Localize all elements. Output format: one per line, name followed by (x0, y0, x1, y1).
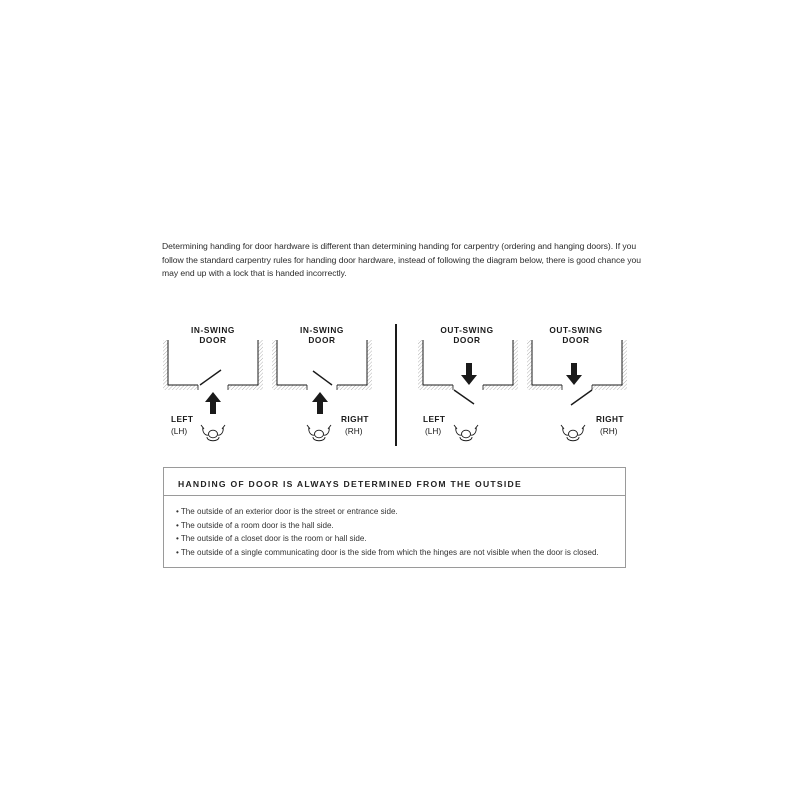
door-leaf (571, 390, 592, 405)
rule-item: • The outside of an exterior door is the street or entrance side. (176, 505, 599, 519)
side-label: RIGHT (596, 414, 624, 424)
handing-rules-box (163, 467, 626, 568)
arrow-up-icon (312, 392, 328, 414)
side-label: LEFT (423, 414, 446, 424)
diagram-in-swing-right (272, 325, 372, 441)
person-icon (201, 425, 225, 441)
door-leaf (313, 371, 332, 385)
side-abbr: (LH) (171, 426, 188, 436)
side-abbr: (RH) (600, 426, 618, 436)
side-abbr: (RH) (345, 426, 363, 436)
rule-item: • The outside of a room door is the hall side. (176, 519, 599, 533)
diagram-title-line2: DOOR (308, 335, 336, 345)
side-label: LEFT (171, 414, 194, 424)
diagram-out-swing-left (418, 325, 518, 441)
diagram-title-line1: OUT-SWING (549, 325, 603, 335)
diagram-title-line1: IN-SWING (300, 325, 344, 335)
rule-item: • The outside of a closet door is the room or hall side. (176, 532, 599, 546)
arrow-down-icon (566, 363, 582, 385)
person-icon (454, 425, 478, 441)
side-label: RIGHT (341, 414, 369, 424)
diagram-title-line1: IN-SWING (191, 325, 235, 335)
person-icon (561, 425, 585, 441)
wall-plan (163, 340, 263, 390)
diagram-title-line1: OUT-SWING (440, 325, 494, 335)
diagram-title-line2: DOOR (453, 335, 481, 345)
side-abbr: (LH) (425, 426, 442, 436)
diagram-title-line2: DOOR (199, 335, 227, 345)
arrow-down-icon (461, 363, 477, 385)
diagram-title-line2: DOOR (562, 335, 590, 345)
arrow-up-icon (205, 392, 221, 414)
wall-plan (272, 340, 372, 390)
person-icon (307, 425, 331, 441)
intro-paragraph: Determining handing for door hardware is different than determining handing for carpentry (ordering and hanging doors). If you follow the standard carpentry rules for handing door hardware, instead of following the diagram below, there is good chance you may end up with a lock that is handed incorrectly. (162, 241, 642, 278)
door-leaf (200, 370, 221, 385)
diagram-out-swing-right (527, 325, 627, 441)
rules-divider (164, 495, 625, 496)
door-leaf (454, 390, 474, 404)
rules-title: HANDING OF DOOR IS ALWAYS DETERMINED FROM THE OUTSIDE (178, 479, 522, 489)
rule-item: • The outside of a single communicating door is the side from which the hinges are not visible when the door is closed. (176, 546, 599, 560)
rules-list (176, 505, 599, 559)
diagram-in-swing-left (163, 325, 263, 441)
